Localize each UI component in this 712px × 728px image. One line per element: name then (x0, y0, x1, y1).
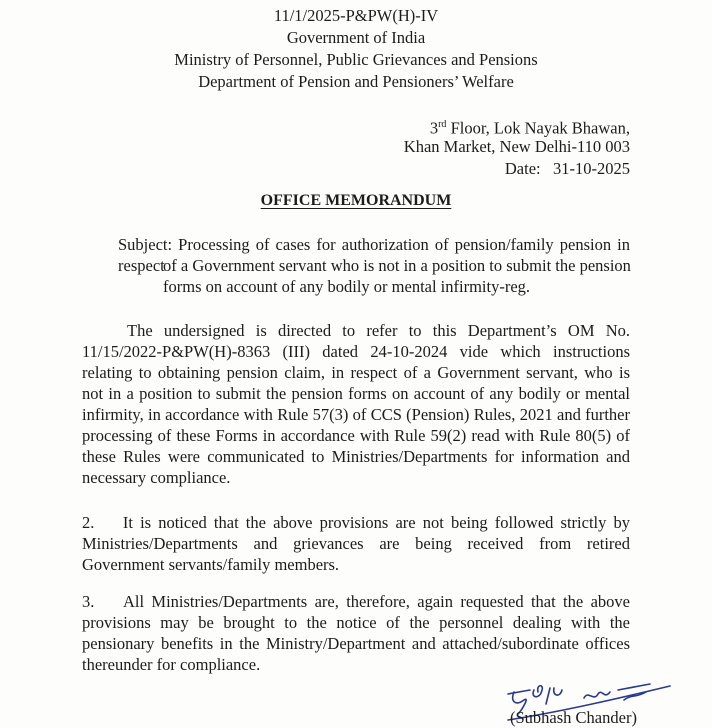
paragraph-line: pensionary benefits in the Ministry/Department and attached/subordinate offices (82, 634, 630, 653)
subject-line: Subject: Processing of cases for authorization of pension/family pension in respect (118, 235, 630, 275)
paragraph-line: provisions may be brought to the notice of the personnel dealing with the (82, 613, 630, 632)
paragraph-line: 2. It is noticed that the above provisions are not being followed strictly by (82, 513, 630, 532)
memo-title (0, 192, 712, 210)
paragraph-line: processing of these Forms in accordance with Rule 59(2) read with Rule 80(5) of (82, 426, 630, 445)
paragraph-line: these Rules were communicated to Ministries/Departments for information and (82, 447, 630, 466)
ministry-name: Ministry of Personnel, Public Grievances and Pensions (174, 50, 538, 69)
paragraph-line: 11/15/2022-P&PW(H)-8363 (III) dated 24-10-2024 vide which instructions (82, 342, 630, 361)
address-line-1-text: Floor, Lok Nayak Bhawan, (446, 118, 630, 138)
floor-number: 3 (429, 118, 439, 138)
department-name: Department of Pension and Pensioners’ Welfare (198, 72, 514, 91)
subject-line: of a Government servant who is not in a position to submit the pension (163, 256, 631, 275)
floor-suffix: rd (438, 119, 447, 130)
subject-line: forms on account of any bodily or mental infirmity-reg. (163, 277, 531, 296)
paragraph-line: The undersigned is directed to refer to this Department’s OM No. (127, 321, 630, 340)
date: Date: 31-10-2025 (504, 159, 630, 178)
address-line-2: Khan Market, New Delhi-110 003 (403, 137, 630, 156)
paragraph-line: 3. All Ministries/Departments are, therefore, again requested that the above (82, 592, 630, 611)
paragraph-line: Ministries/Departments and grievances are being received from retired (82, 534, 630, 553)
govt-name: Government of India (286, 28, 426, 47)
paragraph-line: relating to obtaining pension claim, in respect of a Government servant, who is (82, 363, 630, 382)
paragraph-line: thereunder for compliance. (82, 655, 261, 674)
memo-title-text: OFFICE MEMORANDUM (260, 192, 452, 209)
paragraph-line: not in a position to submit the pension forms on account of any bodily or mental (82, 384, 630, 403)
paragraph-line: infirmity, in accordance with Rule 57(3) of CCS (Pension) Rules, 2021 and further (82, 405, 630, 424)
file-number: 11/1/2025-P&PW(H)-IV (273, 6, 439, 25)
paragraph-line: necessary compliance. (82, 468, 231, 487)
signatory-name: (Subhash Chander) (510, 708, 637, 727)
paragraph-line: Government servants/family members. (82, 555, 340, 574)
